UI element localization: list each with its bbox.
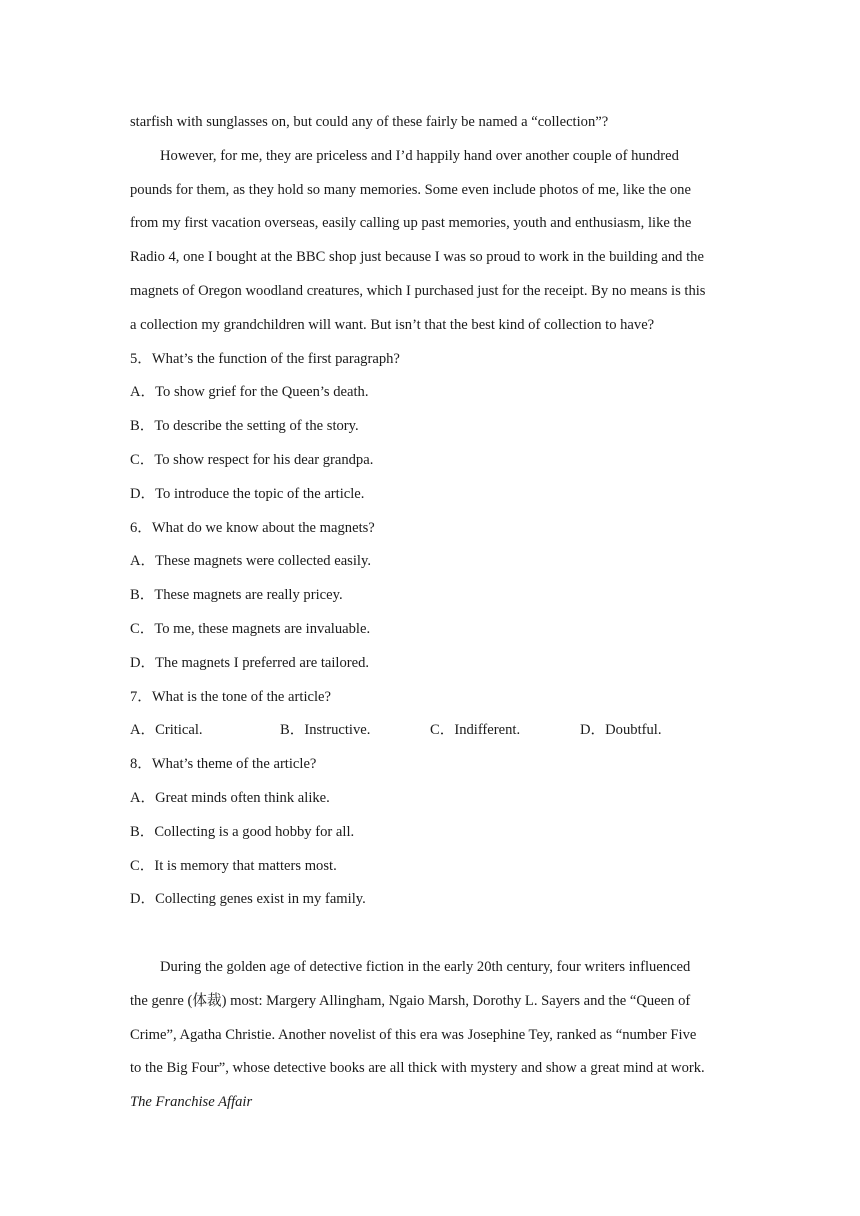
question-7-option-c: C．Indifferent. (430, 722, 521, 739)
question-5-option-a: A．To show grief for the Queen’s death. (130, 384, 369, 401)
question-6-option-d: D．The magnets I preferred are tailored. (130, 654, 370, 671)
book-title: The Franchise Affair (130, 1094, 253, 1111)
passage-paragraph-start: However, for me, they are priceless and I’d happily hand over another couple of hundred (160, 147, 679, 164)
section-spacer (130, 919, 730, 953)
passage-line: Radio 4, one I bought at the BBC shop just because I was so proud to work in the building and the (130, 249, 704, 266)
question-5-option-c: C．To show respect for his dear grandpa. (130, 451, 374, 468)
question-7-option-a: A．Critical. (130, 722, 203, 739)
question-5-option-b: B．To describe the setting of the story. (130, 418, 359, 435)
question-7-option-b: B．Instructive. (280, 722, 371, 739)
document-page (130, 108, 730, 1122)
question-8-option-c: C．It is memory that matters most. (130, 857, 337, 874)
passage-line: magnets of Oregon woodland creatures, which I purchased just for the receipt. By no means is this (130, 282, 706, 299)
question-5-option-d: D．To introduce the topic of the article. (130, 485, 365, 502)
question-6-option-a: A．These magnets were collected easily. (130, 553, 371, 570)
passage-c-line: Crime”, Agatha Christie. Another novelist of this era was Josephine Tey, ranked as “number Five (130, 1026, 697, 1043)
question-6-stem: 6．What do we know about the magnets? (130, 519, 375, 536)
question-5-stem: 5．What’s the function of the first paragraph? (130, 350, 400, 367)
passage-c-paragraph-start: During the golden age of detective fiction in the early 20th century, four writers influenced (160, 958, 691, 975)
passage-c-line: the genre (体裁) most: Margery Allingham, Ngaio Marsh, Dorothy L. Sayers and the “Queen of (130, 992, 691, 1009)
passage-c-line: to the Big Four”, whose detective books are all thick with mystery and show a great mind at work. (130, 1060, 705, 1077)
question-8-option-d: D．Collecting genes exist in my family. (130, 891, 366, 908)
question-6-option-b: B．These magnets are really pricey. (130, 587, 343, 604)
question-6-option-c: C．To me, these magnets are invaluable. (130, 620, 371, 637)
question-7-options (130, 716, 730, 750)
question-8-stem: 8．What’s theme of the article? (130, 756, 317, 773)
passage-line: starfish with sunglasses on, but could any of these fairly be named a “collection”? (130, 114, 609, 130)
question-8-option-a: A．Great minds often think alike. (130, 789, 330, 806)
passage-line: pounds for them, as they hold so many memories. Some even include photos of me, like the one (130, 181, 691, 198)
passage-line: from my first vacation overseas, easily calling up past memories, youth and enthusiasm, like the (130, 215, 692, 232)
question-7-stem: 7．What is the tone of the article? (130, 688, 331, 705)
question-7-option-d: D．Doubtful. (580, 722, 662, 739)
passage-line: a collection my grandchildren will want. But isn’t that the best kind of collection to have? (130, 316, 655, 333)
question-8-option-b: B．Collecting is a good hobby for all. (130, 823, 355, 840)
